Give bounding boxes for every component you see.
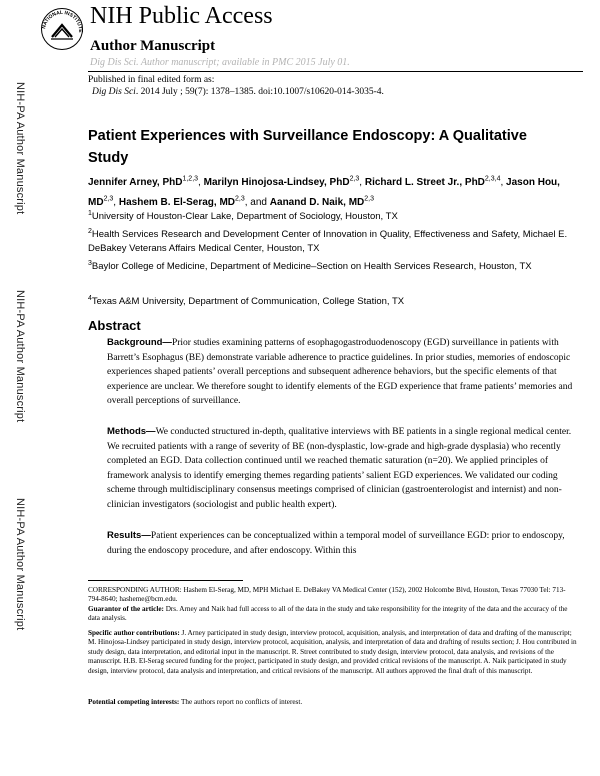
author: Hashem B. El-Serag, MD$^{2,3}$, and [118, 195, 270, 208]
side-label-bottom: NIH-PA Author Manuscript [14, 498, 26, 631]
nih-seal-logo [40, 7, 84, 51]
side-label-top: NIH-PA Author Manuscript [14, 82, 26, 215]
corresponding-author: CORRESPONDING AUTHOR: Hashem El-Serag, MD, MPH Michael E. DeBakey VA Medical Center (152), 2002 Holcombe Blvd, Houston, Texas 77030 Tel: 713-794-8640; hasheme@bcm.edu. [88, 586, 566, 604]
side-label-middle: NIH-PA Author Manuscript [14, 290, 26, 423]
availability-note: Dig Dis Sci. Author manuscript; available in PMC 2015 July 01. [90, 57, 350, 68]
affiliation-3: $^3$Baylor College of Medicine, Department of Medicine–Section on Health Services Research, Houston, TX [88, 260, 532, 273]
abstract-results: Results—Patient experiences can be conceptualized within a temporal model of surveillance EGD: prior to endoscopy, during the endoscopy procedure, and after endoscopy. Within this [107, 530, 565, 556]
affiliation-4: $^4$Texas A&M University, Department of Communication, College Station, TX [88, 295, 405, 308]
publication-info [88, 74, 384, 98]
doi-citation[interactable]: . 2014 July ; 59(7): 1378–1385. doi:10.1007/s10620-014-3035-4. [135, 87, 384, 97]
footnote-divider [88, 580, 243, 581]
competing-interests: Potential competing interests: The authors report no conflicts of interest. [88, 698, 303, 706]
affiliation-2: $^2$Health Services Research and Development Center of Innovation in Quality, Effectiveness and Safety, Michael E. DeBakey Veterans Affairs Medical Center, Houston, TX [88, 228, 568, 255]
affiliation-1: $^1$University of Houston-Clear Lake, Department of Sociology, Houston, TX [88, 210, 398, 223]
author-contributions: Specific author contributions: J. Arney participated in study design, interview protocol, acquisition, analysis, and interpretation of data and drafting of the manuscript; M. Hinojosa-Lindsey participated in study design, interview protocol, acquisition, analysis, and interpretation of data and drafting of results section; J. Hou contributed in study design, data interpretation, and editorial input in the manuscript. R. Street contributed to study design, interview protocol, data analysis, and revisions of the manuscript. H.B. El-Serag secured funding for the project, participated in study design, and provided critical revisions of the manuscript. A. Naik participated in study design, interview protocol, data analysis and interpretation, and critical revisions of the manuscript. All authors approved the final draft of this manuscript. [88, 629, 577, 675]
author: Jennifer Arney, PhD$^{1,2,3}$, [88, 176, 204, 189]
author: Jason Hou, MD$^{2,3}$, [88, 177, 560, 208]
author: Richard L. Street Jr., PhD$^{2,3,4}$, [364, 176, 507, 189]
author-manuscript-label: Author Manuscript [90, 38, 216, 54]
published-in-label: Published in final edited form as: [88, 75, 215, 85]
journal-name: Dig Dis Sci [92, 87, 136, 97]
nih-public-access-title: NIH Public Access [90, 3, 273, 29]
abstract-background: Background—Prior studies examining patterns of esophagogastroduodenoscopy (EGD) surveillance in patients with Barrett’s Esophagus (BE) demonstrate variable adherence to practice guidelines. In prior studies, memories of endoscopic experiences shaped patients’ overall perceptions and subsequent adherence behaviors, but the specific elements of that experience are unclear. We therefore sought to identify elements of the EGD experience that frame patients’ memories and overall perceptions of surveillance. [107, 337, 573, 407]
author-list [88, 172, 578, 211]
article-title: Patient Experiences with Surveillance Endoscopy: A Qualitative Study [88, 128, 527, 166]
abstract-methods: Methods—We conducted structured in-depth, qualitative interviews with BE patients in a single regional medical center. We recruited patients with a range of severity of BE (non-dysplastic, low-grade and high-grade dysplasia) who recently completed an EGD. Data collection continued until we reached thematic saturation (n=20). We applied principles of framework analysis to identify emerging themes regarding patients’ salient EGD experiences. We validated our coding scheme through multidisciplinary consensus meetings comprised of clinician (gastroenterologist and internist) and non-clinician investigators (sociologist and public health expert). [107, 426, 572, 510]
author: Aanand D. Naik, MD$^{2,3}$ [269, 195, 374, 208]
author: Marilyn Hinojosa-Lindsey, PhD$^{2,3}$, [203, 176, 365, 189]
guarantor-note: Guarantor of the article: Drs. Arney and Naik had full access to all of the data in the study and take responsibility for the integrity of the data and the accuracy of the data analysis. [88, 605, 568, 623]
abstract-heading: Abstract [88, 318, 141, 333]
svg-text:NATIONAL INSTITUTES OF HEALTH: NATIONAL INSTITUTE [41, 9, 84, 33]
citation [88, 86, 384, 98]
header-divider [88, 71, 583, 72]
